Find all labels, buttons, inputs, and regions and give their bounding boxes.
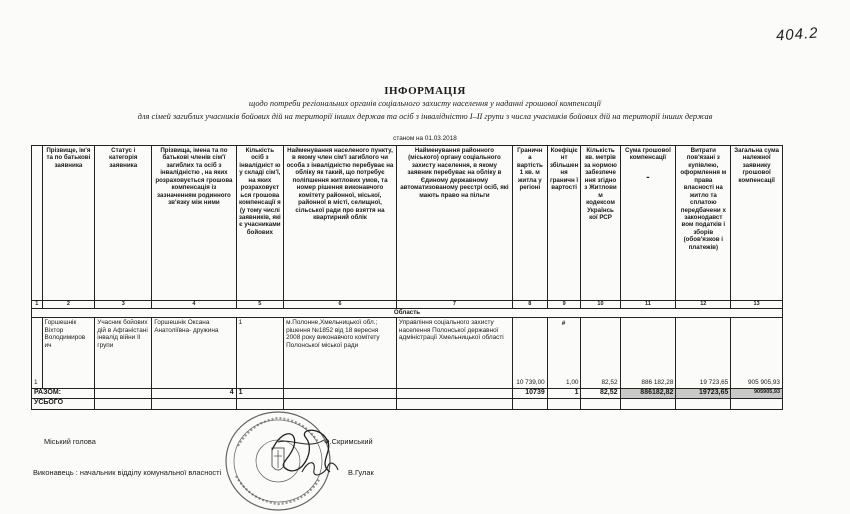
- col-number: 5: [236, 301, 283, 309]
- cell-area: 82,52: [581, 318, 620, 389]
- col-number: 13: [731, 301, 783, 309]
- summary-count-b: 1: [236, 389, 283, 399]
- col-number: 11: [620, 301, 676, 309]
- row-index: 1: [32, 318, 43, 389]
- cell-price: 10 739,00: [512, 318, 547, 389]
- grand-empty: [581, 399, 620, 410]
- col-number: 8: [512, 301, 547, 309]
- summary-count-a: 4: [152, 389, 236, 399]
- compensation-table: [31, 145, 783, 410]
- header-index: [32, 146, 43, 301]
- col-number: 2: [42, 301, 95, 309]
- summary-empty: [95, 389, 152, 399]
- cell-status: Учасник бойових дій в Афганістані інвалід війни II групи: [95, 318, 152, 389]
- cell-settlement: м.Полонне,Хмельницької обл.; рішення №1852 від 18 вересня 2008 року виконавчого комітету Полонської міської ради: [284, 318, 397, 389]
- header-col-2: Статус і категорія заявника: [95, 146, 152, 301]
- col-number: 12: [676, 301, 731, 309]
- executor-title: Виконавець : начальник відділу комунальної власності: [33, 468, 222, 477]
- header-col-9: Кількість кв. метрів за нормою забезпече ння згідно з Житлови м кодексом Українсь кої РСР: [581, 146, 620, 301]
- grand-total-label: УСЬОГО: [32, 399, 95, 410]
- summary-expenses: 19723,65: [676, 389, 731, 399]
- summary-total: 905905,93: [731, 389, 783, 399]
- grand-empty: [731, 399, 783, 410]
- as-of-date: станом на 01.03.2018: [393, 135, 457, 142]
- col-number: 9: [547, 301, 581, 309]
- cell-count: 1: [236, 318, 283, 389]
- cell-coef: [547, 318, 581, 389]
- cell-compensation: 886 182,28: [620, 318, 676, 389]
- dash-mark: -: [646, 171, 650, 183]
- hash-mark: #: [561, 320, 566, 327]
- cell-family: Горшешнік Оксана Анатоліївна- дружина: [152, 318, 236, 389]
- header-col-10: [620, 146, 676, 301]
- grand-empty: [547, 399, 581, 410]
- executor-name: В.Гулак: [348, 468, 374, 477]
- table-header-row: [32, 146, 783, 301]
- grand-empty: [512, 399, 547, 410]
- header-col-10-label: Сума грошової компенсації: [625, 147, 671, 162]
- header-col-7: Граничн а вартість 1 кв. м житла у регіоні: [512, 146, 547, 301]
- document-subtitle-line2: для сімей загиблих учасників бойових дій на території інших держав та осіб з інвалідністю I–II групи з числа учасників бойових дій на території інших держав: [137, 112, 713, 121]
- mayor-title: Міський голова: [44, 437, 96, 446]
- header-col-3: Прізвища, імена та по батькові членів сім'ї загиблих та осіб з інвалідністю , на яких розраховується грошова компенсація із зазначенням родинного зв'язку між ними: [152, 146, 236, 301]
- section-label: Область: [32, 309, 783, 318]
- header-col-11: Витрати пов'язані з купівлею, оформлення м права власності на житло та сплатою передбачени х законодавст вом податків і зборів (обов'язков і платежів): [676, 146, 731, 301]
- summary-empty: [396, 389, 512, 399]
- table-row: [32, 318, 783, 389]
- header-col-5: Найменування населеного пункту, в якому член сім'ї загиблого чи особа з інвалідністю перебуває на обліку як такий, що потребує поліпшення житлових умов, та номер рішення виконавчого комітету районної, міської, районної в місті, селищної, сільської ради про взяття на квартирний облік: [284, 146, 397, 301]
- header-col-8: Коефіціє нт збільшен ня граничн ї вартості: [547, 146, 581, 301]
- document-title: ІНФОРМАЦІЯ: [384, 85, 466, 97]
- summary-price: 10739: [512, 389, 547, 399]
- summary-compensation: 886182,82: [620, 389, 676, 399]
- column-number-row: [32, 301, 783, 309]
- mayor-name: Ф.Скримський: [324, 437, 373, 446]
- col-number: 6: [284, 301, 397, 309]
- summary-area: 82,52: [581, 389, 620, 399]
- cell-total: 905 905,93: [731, 318, 783, 389]
- grand-empty: [95, 399, 152, 410]
- grand-empty: [396, 399, 512, 410]
- summary-row: [32, 389, 783, 399]
- summary-empty: [284, 389, 397, 399]
- cell-expenses: 19 723,65: [676, 318, 731, 389]
- handwritten-page-mark: 404.2: [775, 24, 820, 45]
- col-number: 1: [32, 301, 43, 309]
- col-number: 7: [396, 301, 512, 309]
- summary-label: РАЗОМ:: [32, 389, 95, 399]
- cell-name: Горшешнік Віхтор Володимиров ич: [42, 318, 95, 389]
- executor-signature: [300, 456, 340, 480]
- document-subtitle-line1: щодо потреби регіональних органів соціального захисту населення у наданні грошової компенсації: [248, 99, 602, 108]
- cell-authority: Управління соціального захисту населення Полонської державної адміністрації Хмельницької області: [396, 318, 512, 389]
- grand-empty: [676, 399, 731, 410]
- grand-empty: [620, 399, 676, 410]
- header-col-1: Прізвище, ім'я та по батькові заявника: [42, 146, 95, 301]
- col-number: 10: [581, 301, 620, 309]
- col-number: 4: [152, 301, 236, 309]
- header-col-6: Найменування районного (міського) органу соціального захисту населення, в якому заявник перебуває на обліку в Єдиному державному автоматизованому реєстрі осіб, які мають право на пільги: [396, 146, 512, 301]
- grand-total-row: [32, 399, 783, 410]
- section-row: [32, 309, 783, 318]
- col-number: 3: [95, 301, 152, 309]
- header-col-4: Кількість осіб з інвалідніст ю у складі сім'ї, на яких розраховуєт ься грошова компенсації я (у тому числі заявників, які є учасниками бойових: [236, 146, 283, 301]
- summary-coef: 1: [547, 389, 581, 399]
- cell-coef-value: 1,00: [566, 379, 579, 387]
- header-col-12: Загальна сума належної заявнику грошової компенсації: [731, 146, 783, 301]
